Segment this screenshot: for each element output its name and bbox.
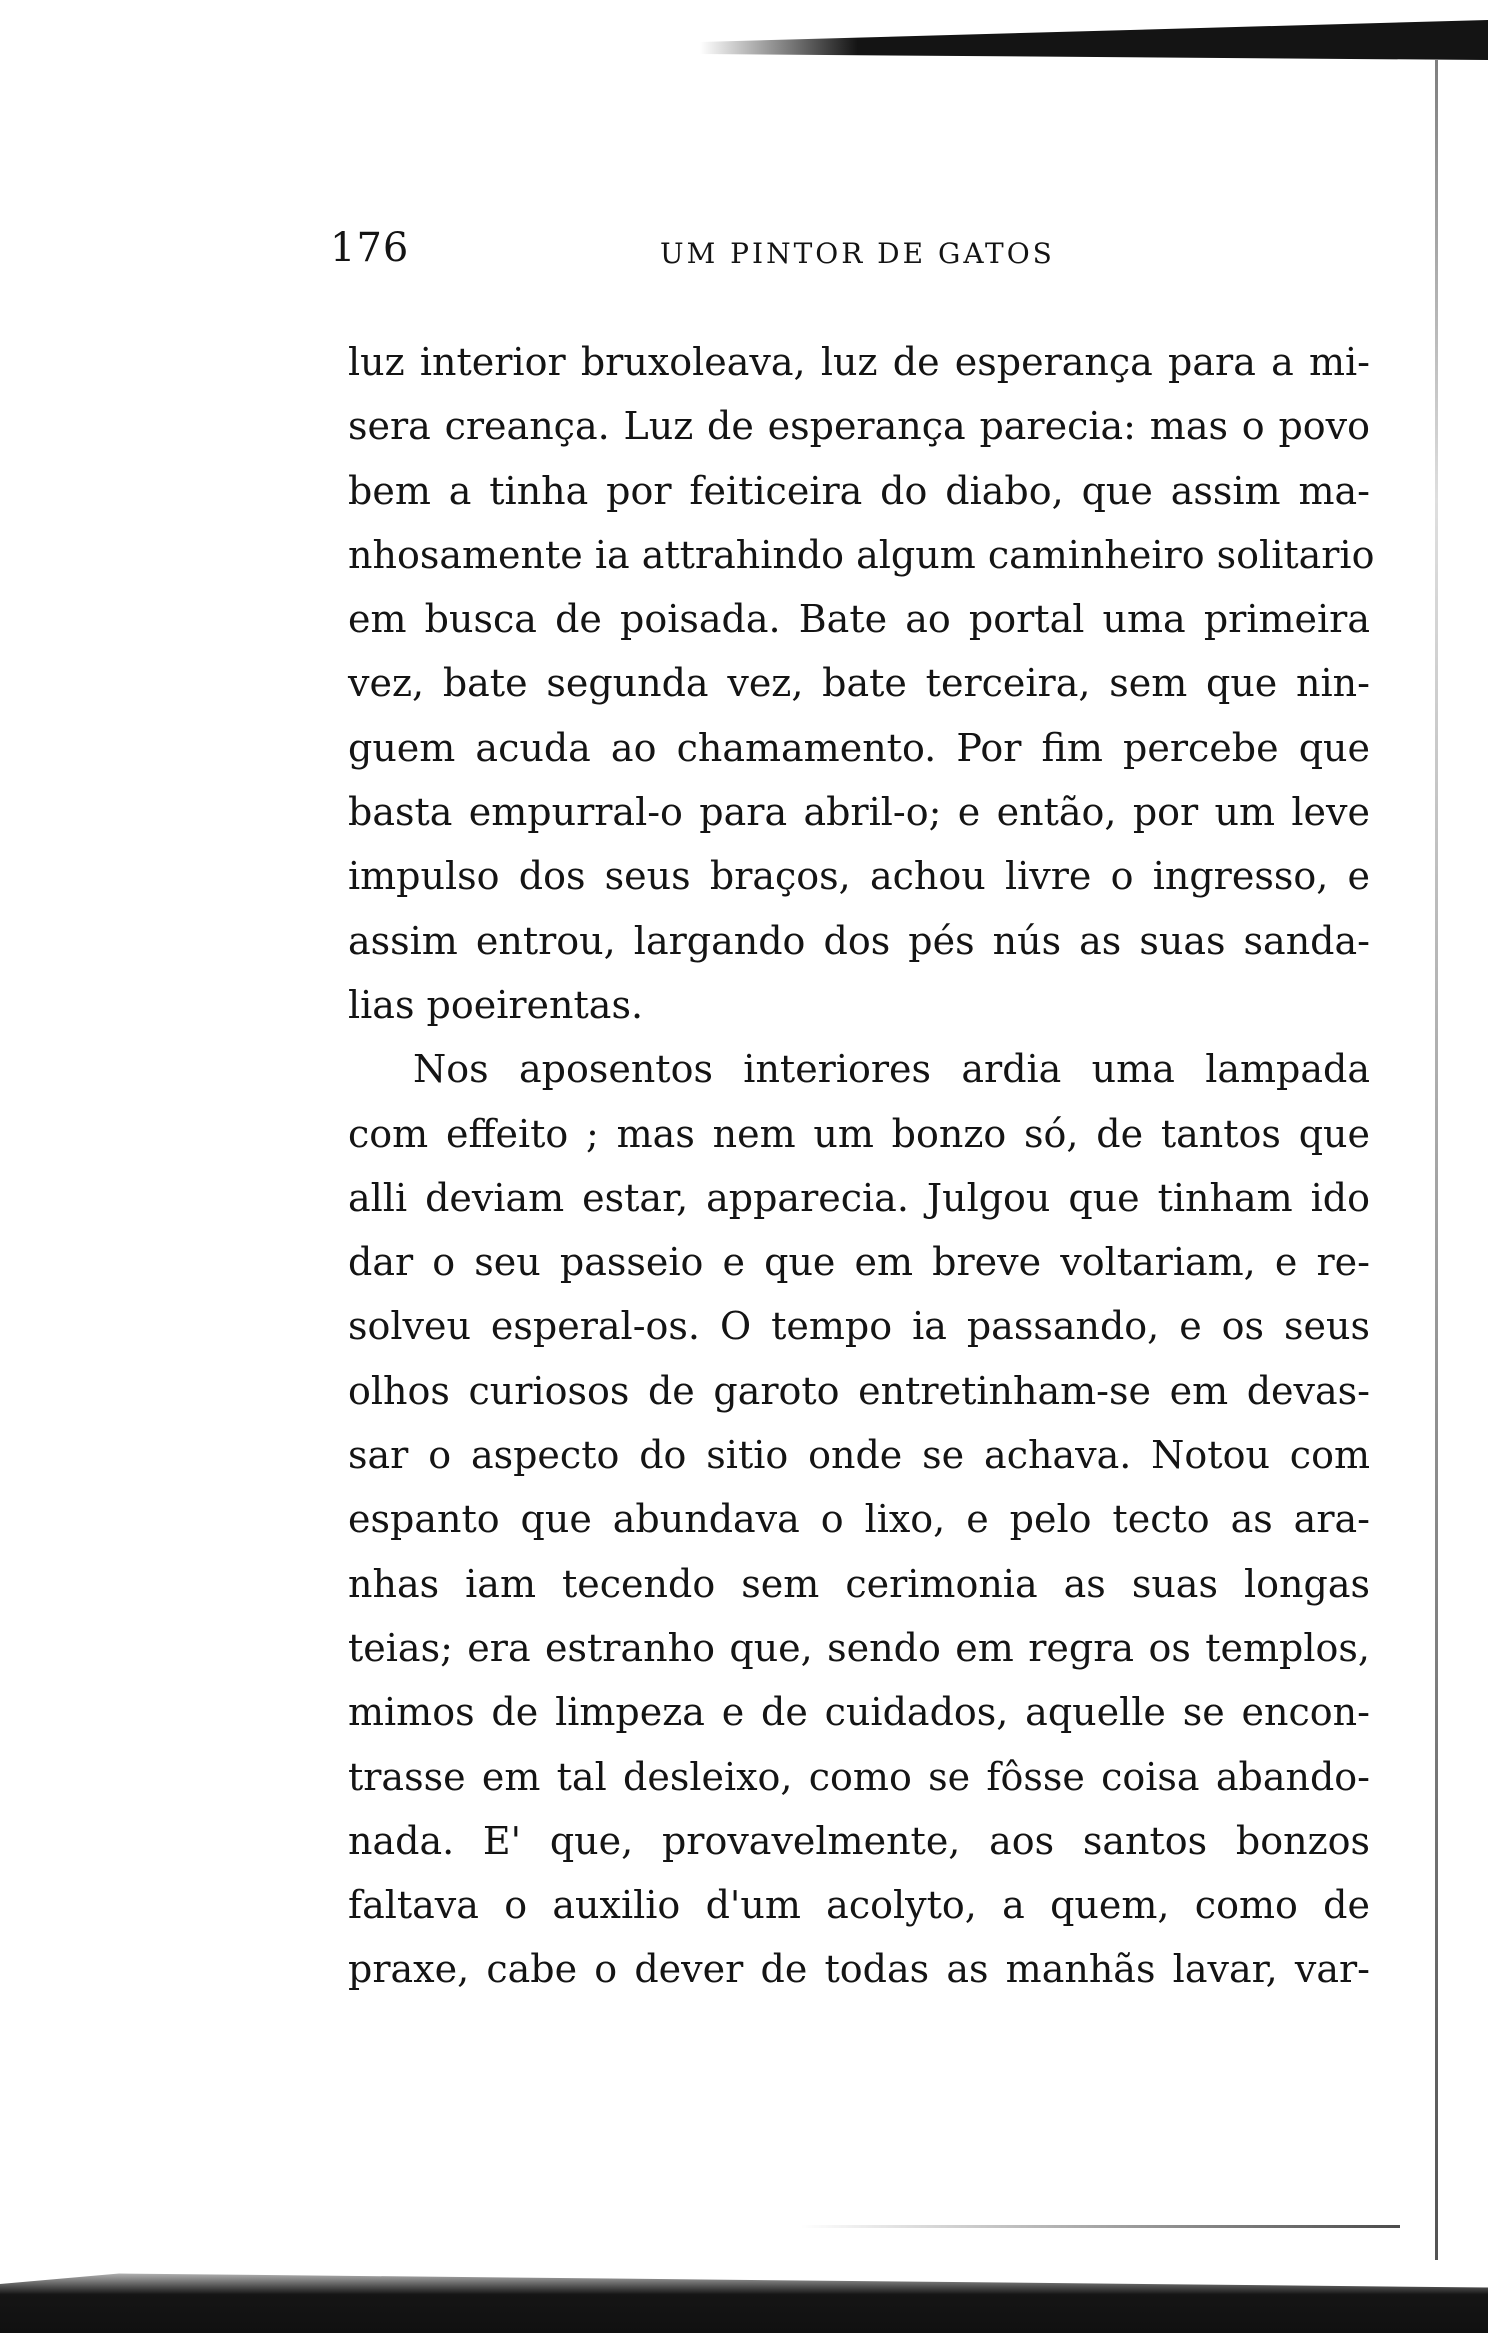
text-line: Nos aposentos interiores ardia uma lampada bbox=[413, 1047, 1370, 1092]
text-line: olhos curiosos de garoto entretinham-se em devas- bbox=[348, 1368, 1370, 1413]
text-line: em busca de poisada. Bate ao portal uma primeira bbox=[348, 597, 1370, 642]
scan-edge-right bbox=[1435, 60, 1438, 2260]
page-header bbox=[330, 225, 1370, 285]
text-line: sera creança. Luz de esperança parecia: mas o povo bbox=[348, 404, 1370, 449]
text-line: trasse em tal desleixo, como se fôsse coisa abando- bbox=[348, 1754, 1370, 1799]
text-line: nhas iam tecendo sem cerimonia as suas longas bbox=[348, 1561, 1370, 1606]
text-line: mimos de limpeza e de cuidados, aquelle se encon- bbox=[348, 1690, 1370, 1735]
running-title: UM PINTOR DE GATOS bbox=[660, 237, 1055, 270]
text-line: basta empurral-o para abril-o; e então, por um leve bbox=[348, 790, 1370, 835]
body-text bbox=[348, 330, 1375, 2002]
text-line: com effeito ; mas nem um bonzo só, de tantos que bbox=[348, 1111, 1370, 1156]
text-line: lias poeirentas. bbox=[348, 982, 644, 1027]
text-line: luz interior bruxoleava, luz de esperança para a mi- bbox=[348, 340, 1370, 384]
text-line: impulso dos seus braços, achou livre o ingresso, e bbox=[348, 854, 1370, 899]
paragraph-1 bbox=[348, 330, 1375, 1037]
text-line: teias; era estranho que, sendo em regra os templos, bbox=[348, 1625, 1370, 1670]
text-line: vez, bate segunda vez, bate terceira, sem que nin- bbox=[348, 661, 1370, 706]
paragraph-2 bbox=[348, 1037, 1370, 2001]
scan-edge-bottom bbox=[0, 2263, 1488, 2333]
text-line: alli deviam estar, apparecia. Julgou que tinham ido bbox=[348, 1175, 1370, 1220]
page-number: 176 bbox=[330, 225, 410, 271]
text-line: espanto que abundava o lixo, e pelo tecto as ara- bbox=[348, 1497, 1370, 1542]
text-line: nhosamente ia attrahindo algum caminheiro solitario bbox=[348, 532, 1375, 577]
text-line: faltava o auxilio d'um acolyto, a quem, como de bbox=[348, 1883, 1370, 1928]
text-line: praxe, cabe o dever de todas as manhãs lavar, var- bbox=[348, 1947, 1370, 1992]
scan-edge-top bbox=[700, 20, 1488, 60]
text-line: solveu esperal-os. O tempo ia passando, e os seus bbox=[348, 1304, 1370, 1349]
text-line: sar o aspecto do sitio onde se achava. Notou com bbox=[348, 1433, 1370, 1478]
text-line: dar o seu passeio e que em breve voltariam, e re- bbox=[348, 1240, 1370, 1285]
text-line: guem acuda ao chamamento. Por fim percebe que bbox=[348, 725, 1370, 770]
scan-smudge-bottom bbox=[800, 2225, 1400, 2228]
text-line: nada. E' que, provavelmente, aos santos bonzos bbox=[348, 1818, 1370, 1863]
text-line: bem a tinha por feiticeira do diabo, que assim ma- bbox=[348, 468, 1370, 513]
text-line: assim entrou, largando dos pés nús as suas sanda- bbox=[348, 918, 1370, 963]
